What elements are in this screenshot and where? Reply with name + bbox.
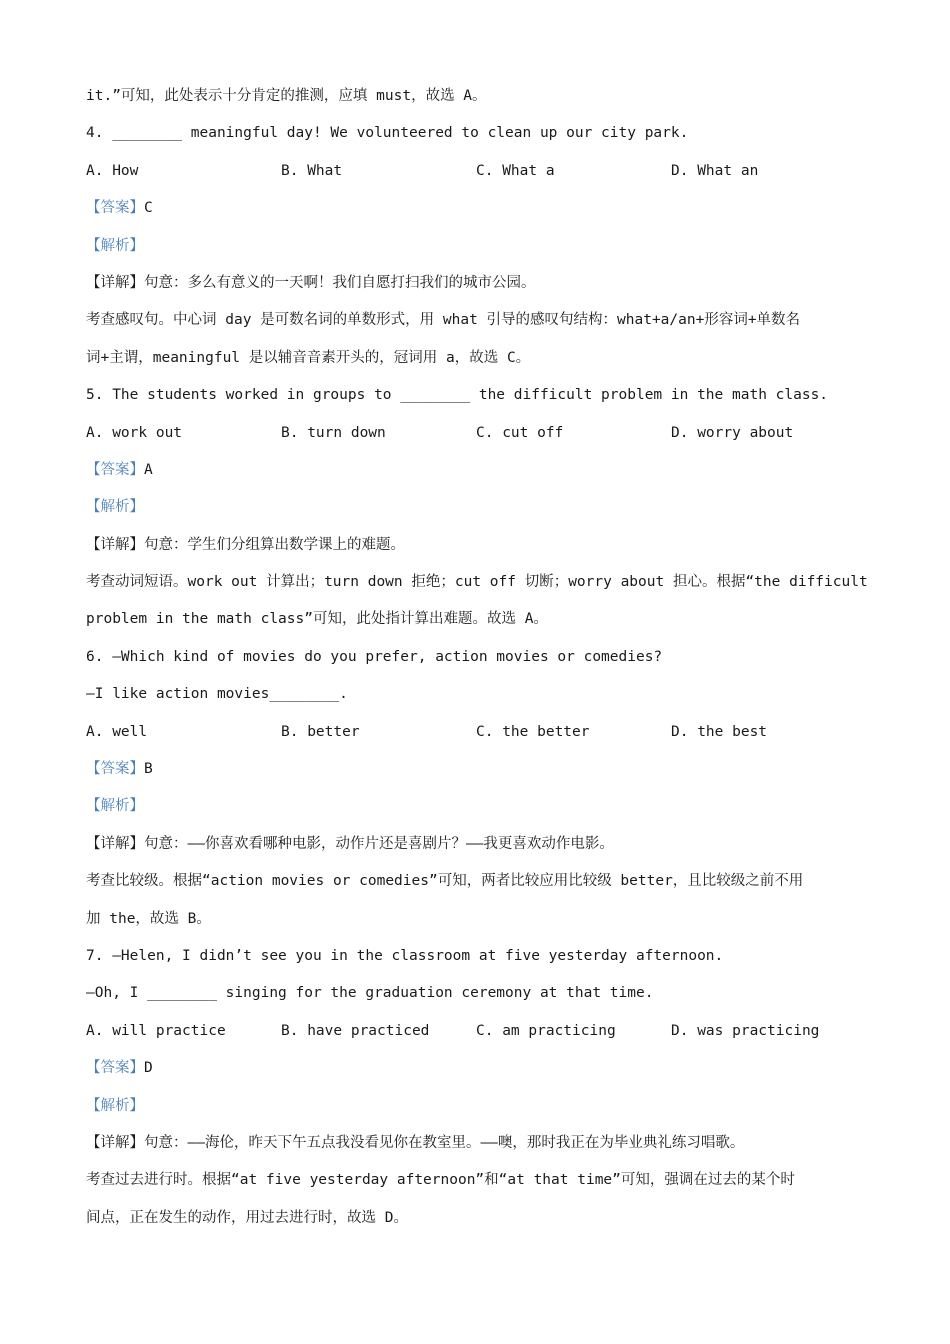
- question-4: [86, 115, 886, 377]
- option-b: B. have practiced: [281, 1022, 430, 1039]
- options-row: [86, 714, 886, 751]
- option-b: B. turn down: [281, 424, 386, 441]
- detail-line: [86, 826, 886, 863]
- explanation-line: 考查感叹句。中心词 day 是可数名词的单数形式，用 what 引导的感叹句结构：what+a/an+形容词+单数名: [86, 312, 801, 329]
- detail-text: 句意：学生们分组算出数学课上的难题。: [144, 536, 405, 553]
- question-5: [86, 377, 886, 639]
- analysis-tag: 【解析】: [86, 1097, 144, 1114]
- detail-text: 句意：——你喜欢看哪种电影，动作片还是喜剧片？——我更喜欢动作电影。: [144, 835, 614, 852]
- question-6: [86, 639, 886, 938]
- option-b: B. better: [281, 723, 360, 740]
- option-d: D. the best: [671, 723, 768, 740]
- explanation-line: problem in the math class”可知，此处指计算出难题。故选 A。: [86, 611, 548, 628]
- detail-tag: 【详解】: [86, 835, 144, 852]
- option-c: C. cut off: [476, 424, 564, 441]
- answer-tag: 【答案】: [86, 761, 144, 778]
- document-page: [86, 78, 886, 1237]
- answer-value: A: [144, 461, 153, 478]
- answer-value: C: [144, 200, 153, 217]
- question-stem: 7. —Helen, I didn’t see you in the classroom at five yesterday afternoon.: [86, 947, 724, 964]
- option-a: A. well: [86, 723, 148, 740]
- question-stem: 6. —Which kind of movies do you prefer, action movies or comedies?: [86, 648, 663, 665]
- detail-tag: 【详解】: [86, 536, 144, 553]
- answer-tag: 【答案】: [86, 1060, 144, 1077]
- detail-line: [86, 1125, 886, 1162]
- explanation-line: 加 the，故选 B。: [86, 910, 211, 927]
- answer-tag: 【答案】: [86, 200, 144, 217]
- analysis-tag: 【解析】: [86, 237, 144, 254]
- answer-value: D: [144, 1060, 153, 1077]
- explanation-line: 词+主谓，meaningful 是以辅音音素开头的，冠词用 a，故选 C。: [86, 349, 531, 366]
- answer-line: [86, 1050, 886, 1087]
- explanation-line: 考查比较级。根据“action movies or comedies”可知，两者比较应用比较级 better，且比较级之前不用: [86, 873, 804, 890]
- question-stem: 5. The students worked in groups to ________ the difficult problem in the math class.: [86, 387, 829, 404]
- option-b: B. What: [281, 162, 343, 179]
- answer-value: B: [144, 761, 153, 778]
- explanation-line: 间点，正在发生的动作，用过去进行时，故选 D。: [86, 1209, 408, 1226]
- answer-line: [86, 190, 886, 227]
- option-d: D. worry about: [671, 424, 794, 441]
- detail-text: 句意：——海伦，昨天下午五点我没看见你在教室里。——噢，那时我正在为毕业典礼练习唱歌。: [144, 1134, 745, 1151]
- options-row: [86, 153, 886, 190]
- explanation-line: 考查过去进行时。根据“at five yesterday afternoon”和“at that time”可知，强调在过去的某个时: [86, 1172, 795, 1189]
- question-stem: —Oh, I ________ singing for the graduation ceremony at that time.: [86, 985, 654, 1002]
- intro-line: it.”可知，此处表示十分肯定的推测，应填 must，故选 A。: [86, 88, 487, 104]
- options-row: [86, 415, 886, 452]
- answer-line: [86, 751, 886, 788]
- option-a: A. will practice: [86, 1022, 226, 1039]
- detail-line: [86, 527, 886, 564]
- detail-tag: 【详解】: [86, 1134, 144, 1151]
- detail-line: [86, 265, 886, 302]
- answer-tag: 【答案】: [86, 461, 144, 478]
- option-c: C. the better: [476, 723, 590, 740]
- answer-line: [86, 452, 886, 489]
- question-stem: —I like action movies________.: [86, 686, 348, 703]
- option-a: A. How: [86, 162, 139, 179]
- question-7: [86, 938, 886, 1237]
- analysis-tag: 【解析】: [86, 499, 144, 516]
- option-d: D. What an: [671, 162, 759, 179]
- question-stem: 4. ________ meaningful day! We volunteered to clean up our city park.: [86, 125, 689, 142]
- analysis-tag: 【解析】: [86, 798, 144, 815]
- detail-text: 句意：多么有意义的一天啊！我们自愿打扫我们的城市公园。: [144, 274, 536, 291]
- option-c: C. am practicing: [476, 1022, 616, 1039]
- option-c: C. What a: [476, 162, 555, 179]
- option-a: A. work out: [86, 424, 183, 441]
- explanation-line: 考查动词短语。work out 计算出；turn down 拒绝；cut off 切断；worry about 担心。根据“the difficult: [86, 574, 868, 591]
- detail-tag: 【详解】: [86, 274, 144, 291]
- options-row: [86, 1013, 886, 1050]
- option-d: D. was practicing: [671, 1022, 820, 1039]
